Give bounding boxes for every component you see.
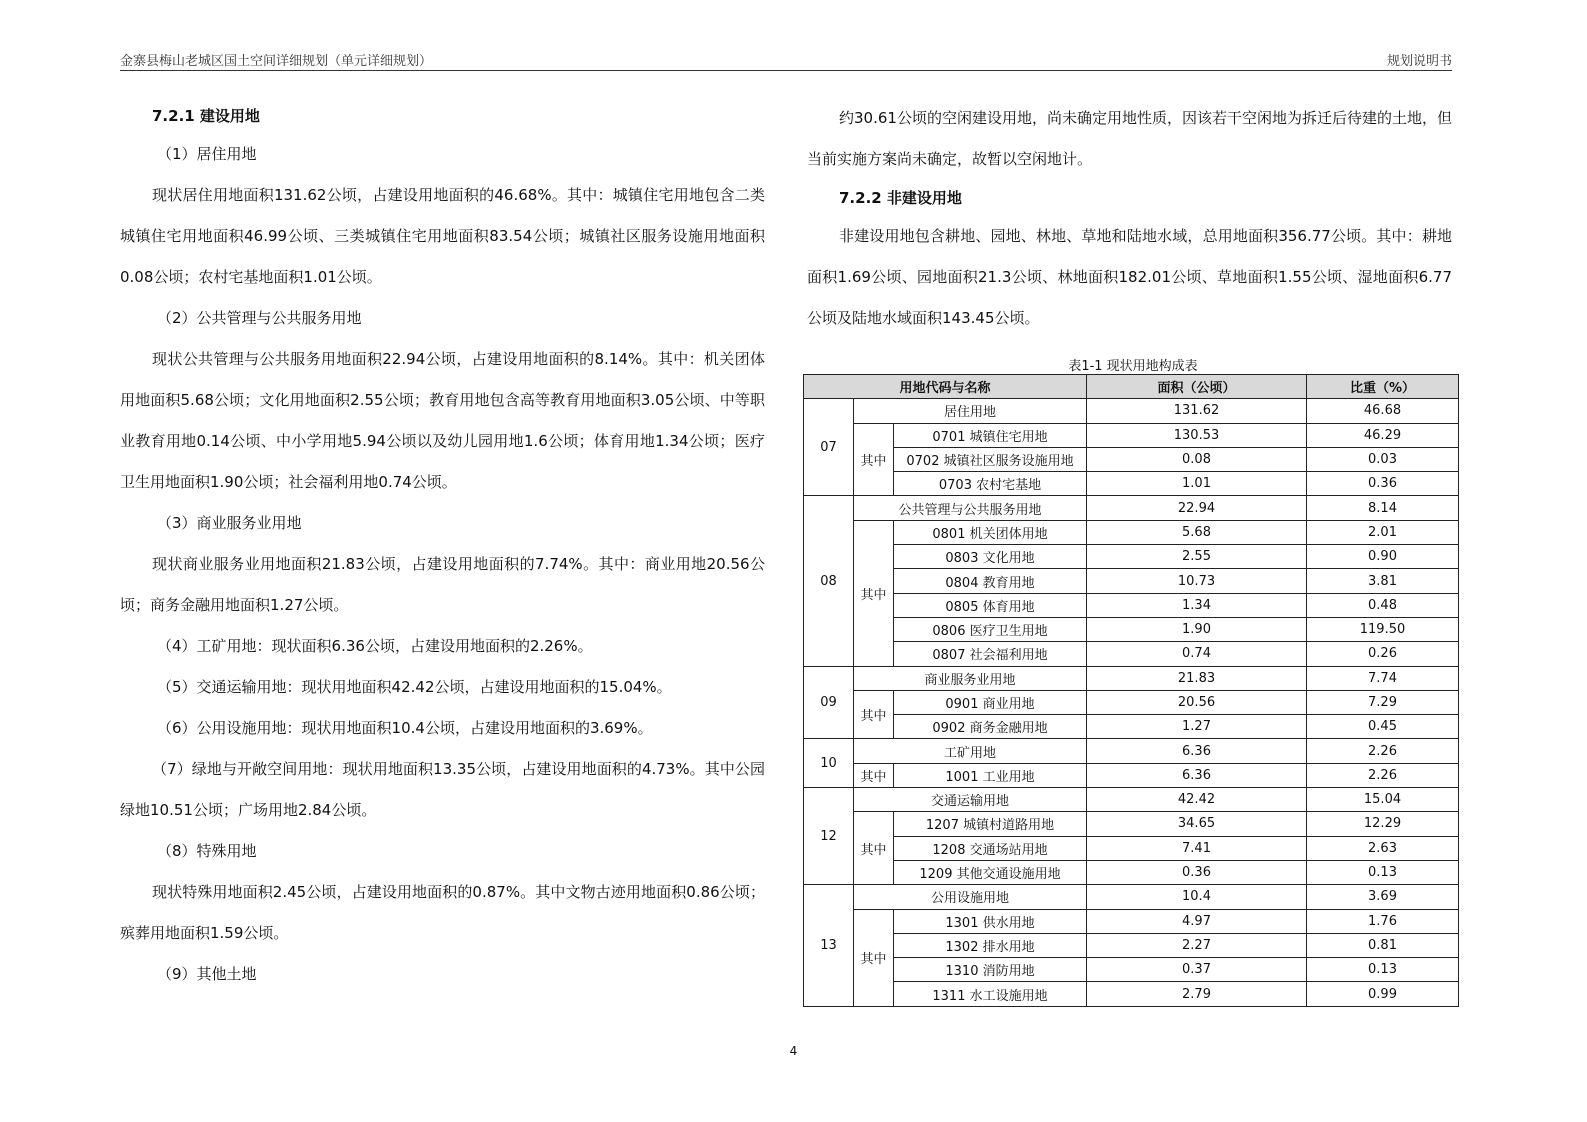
land-code: 07 [804,399,854,496]
land-ratio: 46.29 [1307,423,1459,447]
land-area: 0.36 [1087,860,1307,884]
land-ratio: 0.36 [1307,472,1459,496]
land-subcategory-name: 0805 体育用地 [894,593,1087,617]
land-ratio: 2.01 [1307,520,1459,544]
table-row [804,569,1459,593]
table-row [804,958,1459,982]
land-ratio: 12.29 [1307,812,1459,836]
land-subcategory-name: 1302 排水用地 [894,933,1087,957]
land-area: 1.27 [1087,715,1307,739]
land-subcategory-name: 1207 城镇村道路用地 [894,812,1087,836]
paragraph: 现状公共管理与公共服务用地面积22.94公顷，占建设用地面积的8.14%。其中：机关团体用地面积5.68公顷；文化用地面积2.55公顷；教育用地包含高等教育用地面积3.05公顷、中等职业教育用地0.14公顷、中小学用地5.94公顷以及幼儿园用地1.6公顷；体育用地1.34公顷；医疗卫生用地面积1.90公顷；社会福利用地0.74公顷。 [120,350,765,491]
paragraph-vacant-land: 约30.61公顷的空闲建设用地，尚未确定用地性质，因该若干空闲地为拆迁后待建的土地，但当前实施方案尚未确定，故暂以空闲地计。 [807,109,1452,168]
land-ratio: 7.29 [1307,690,1459,714]
subsection-heading: （1）居住用地 [157,145,257,163]
land-ratio: 2.63 [1307,836,1459,860]
table-row [804,496,1459,520]
left-column [120,98,765,995]
land-area: 1.90 [1087,617,1307,641]
land-subcategory-name: 0801 机关团体用地 [894,520,1087,544]
land-code: 09 [804,666,854,739]
paragraph-non-construction-land: 非建设用地包含耕地、园地、林地、草地和陆地水域，总用地面积356.77公顷。其中：耕地面积1.69公顷、园地面积21.3公顷、林地面积182.01公顷、草地面积1.55公顷、湿地面积6.77公顷及陆地水域面积143.45公顷。 [807,227,1452,327]
land-subcategory-name: 0803 文化用地 [894,545,1087,569]
land-area: 1.34 [1087,593,1307,617]
land-subcategory-name: 0701 城镇住宅用地 [894,423,1087,447]
land-ratio: 0.48 [1307,593,1459,617]
table-caption: 表1-1 现状用地构成表 [1068,359,1198,374]
land-ratio: 15.04 [1307,788,1459,812]
land-ratio: 7.74 [1307,666,1459,690]
document-type: 规划说明书 [1386,54,1452,69]
land-area: 0.74 [1087,642,1307,666]
sub-label: 其中 [854,812,894,885]
land-subcategory-name: 0806 医疗卫生用地 [894,617,1087,641]
table-row [804,617,1459,641]
land-area: 6.36 [1087,763,1307,787]
land-subcategory-name: 1208 交通场站用地 [894,836,1087,860]
table-row [804,642,1459,666]
header-ratio: 比重（%） [1307,375,1459,399]
land-category-name: 商业服务业用地 [854,666,1087,690]
land-area: 20.56 [1087,690,1307,714]
land-area: 7.41 [1087,836,1307,860]
section-heading-non-construction-land: 7.2.2 非建设用地 [839,189,962,207]
table-row [804,593,1459,617]
land-code: 12 [804,788,854,885]
land-area: 21.83 [1087,666,1307,690]
table-row [804,690,1459,714]
land-area: 4.97 [1087,909,1307,933]
land-area: 131.62 [1087,399,1307,423]
right-column [807,98,1452,339]
land-area: 2.55 [1087,545,1307,569]
land-code: 10 [804,739,854,788]
land-ratio: 8.14 [1307,496,1459,520]
land-ratio: 3.69 [1307,885,1459,909]
header-code-name: 用地代码与名称 [804,375,1087,399]
land-ratio: 0.13 [1307,958,1459,982]
table-row [804,739,1459,763]
land-area: 10.4 [1087,885,1307,909]
subsection-heading: （2）公共管理与公共服务用地 [157,309,362,327]
subsection-heading: （4）工矿用地：现状面积6.36公顷，占建设用地面积的2.26%。 [157,637,593,655]
land-subcategory-name: 1209 其他交通设施用地 [894,860,1087,884]
table-row [804,472,1459,496]
land-area: 10.73 [1087,569,1307,593]
paragraph: 现状特殊用地面积2.45公顷，占建设用地面积的0.87%。其中文物古迹用地面积0.86公顷；殡葬用地面积1.59公顷。 [120,883,765,942]
header-area: 面积（公顷） [1087,375,1307,399]
land-area: 130.53 [1087,423,1307,447]
land-category-name: 交通运输用地 [854,788,1087,812]
table-row [804,447,1459,471]
land-ratio: 119.50 [1307,617,1459,641]
land-area: 0.08 [1087,447,1307,471]
subsection-heading: （5）交通运输用地：现状用地面积42.42公顷，占建设用地面积的15.04%。 [157,678,672,696]
sub-label: 其中 [854,423,894,496]
land-ratio: 0.03 [1307,447,1459,471]
table-row [804,885,1459,909]
land-category-name: 公用设施用地 [854,885,1087,909]
table-row [804,982,1459,1006]
land-subcategory-name: 1310 消防用地 [894,958,1087,982]
land-code: 08 [804,496,854,666]
land-area: 6.36 [1087,739,1307,763]
land-subcategory-name: 0703 农村宅基地 [894,472,1087,496]
sub-label: 其中 [854,909,894,1006]
land-subcategory-name: 1311 水工设施用地 [894,982,1087,1006]
paragraph: 现状居住用地面积131.62公顷，占建设用地面积的46.68%。其中：城镇住宅用地包含二类城镇住宅用地面积46.99公顷、三类城镇住宅用地面积83.54公顷；城镇社区服务设施用地面积0.08公顷；农村宅基地面积1.01公顷。 [120,186,765,286]
land-ratio: 0.26 [1307,642,1459,666]
land-area: 22.94 [1087,496,1307,520]
land-subcategory-name: 0702 城镇社区服务设施用地 [894,447,1087,471]
land-ratio: 2.26 [1307,763,1459,787]
land-ratio: 0.45 [1307,715,1459,739]
land-area: 2.27 [1087,933,1307,957]
land-area: 0.37 [1087,958,1307,982]
table-row [804,788,1459,812]
page-header [120,48,1452,71]
land-ratio: 46.68 [1307,399,1459,423]
subsection-heading: （8）特殊用地 [157,842,257,860]
land-subcategory-name: 1301 供水用地 [894,909,1087,933]
land-subcategory-name: 0804 教育用地 [894,569,1087,593]
land-ratio: 0.13 [1307,860,1459,884]
sub-label: 其中 [854,690,894,739]
land-area: 1.01 [1087,472,1307,496]
land-category-name: 居住用地 [854,399,1087,423]
land-ratio: 0.90 [1307,545,1459,569]
land-area: 42.42 [1087,788,1307,812]
table-row [804,763,1459,787]
land-subcategory-name: 0901 商业用地 [894,690,1087,714]
table-row [804,933,1459,957]
sub-label: 其中 [854,520,894,666]
page-number: 4 [789,1044,798,1058]
table-body [804,399,1459,1006]
table-row [804,399,1459,423]
land-ratio: 1.76 [1307,909,1459,933]
land-ratio: 2.26 [1307,739,1459,763]
table-header-row [804,375,1459,399]
paragraph: 现状商业服务业用地面积21.83公顷，占建设用地面积的7.74%。其中：商业用地20.56公顷；商务金融用地面积1.27公顷。 [120,555,765,614]
land-area: 5.68 [1087,520,1307,544]
section-heading-construction-land: 7.2.1 建设用地 [152,107,260,125]
table-row [804,836,1459,860]
land-ratio: 0.81 [1307,933,1459,957]
table-row [804,812,1459,836]
land-code: 13 [804,885,854,1006]
table-row [804,860,1459,884]
table-row [804,715,1459,739]
table-row [804,423,1459,447]
left-items [120,134,765,995]
land-area: 2.79 [1087,982,1307,1006]
paragraph: （7）绿地与开敞空间用地：现状用地面积13.35公顷，占建设用地面积的4.73%。其中公园绿地10.51公顷；广场用地2.84公顷。 [120,760,765,819]
land-ratio: 3.81 [1307,569,1459,593]
sub-label: 其中 [854,763,894,787]
land-area: 34.65 [1087,812,1307,836]
table-row [804,520,1459,544]
table-row [804,666,1459,690]
land-ratio: 0.99 [1307,982,1459,1006]
subsection-heading: （9）其他土地 [157,965,257,983]
document-title: 金寨县梅山老城区国土空间详细规划（单元详细规划） [120,54,433,69]
land-use-table [803,374,1459,1007]
table-row [804,545,1459,569]
land-subcategory-name: 0902 商务金融用地 [894,715,1087,739]
land-subcategory-name: 0807 社会福利用地 [894,642,1087,666]
land-category-name: 工矿用地 [854,739,1087,763]
subsection-heading: （6）公用设施用地：现状用地面积10.4公顷，占建设用地面积的3.69%。 [157,719,653,737]
subsection-heading: （3）商业服务业用地 [157,514,302,532]
land-category-name: 公共管理与公共服务用地 [854,496,1087,520]
land-subcategory-name: 1001 工业用地 [894,763,1087,787]
table-row [804,909,1459,933]
